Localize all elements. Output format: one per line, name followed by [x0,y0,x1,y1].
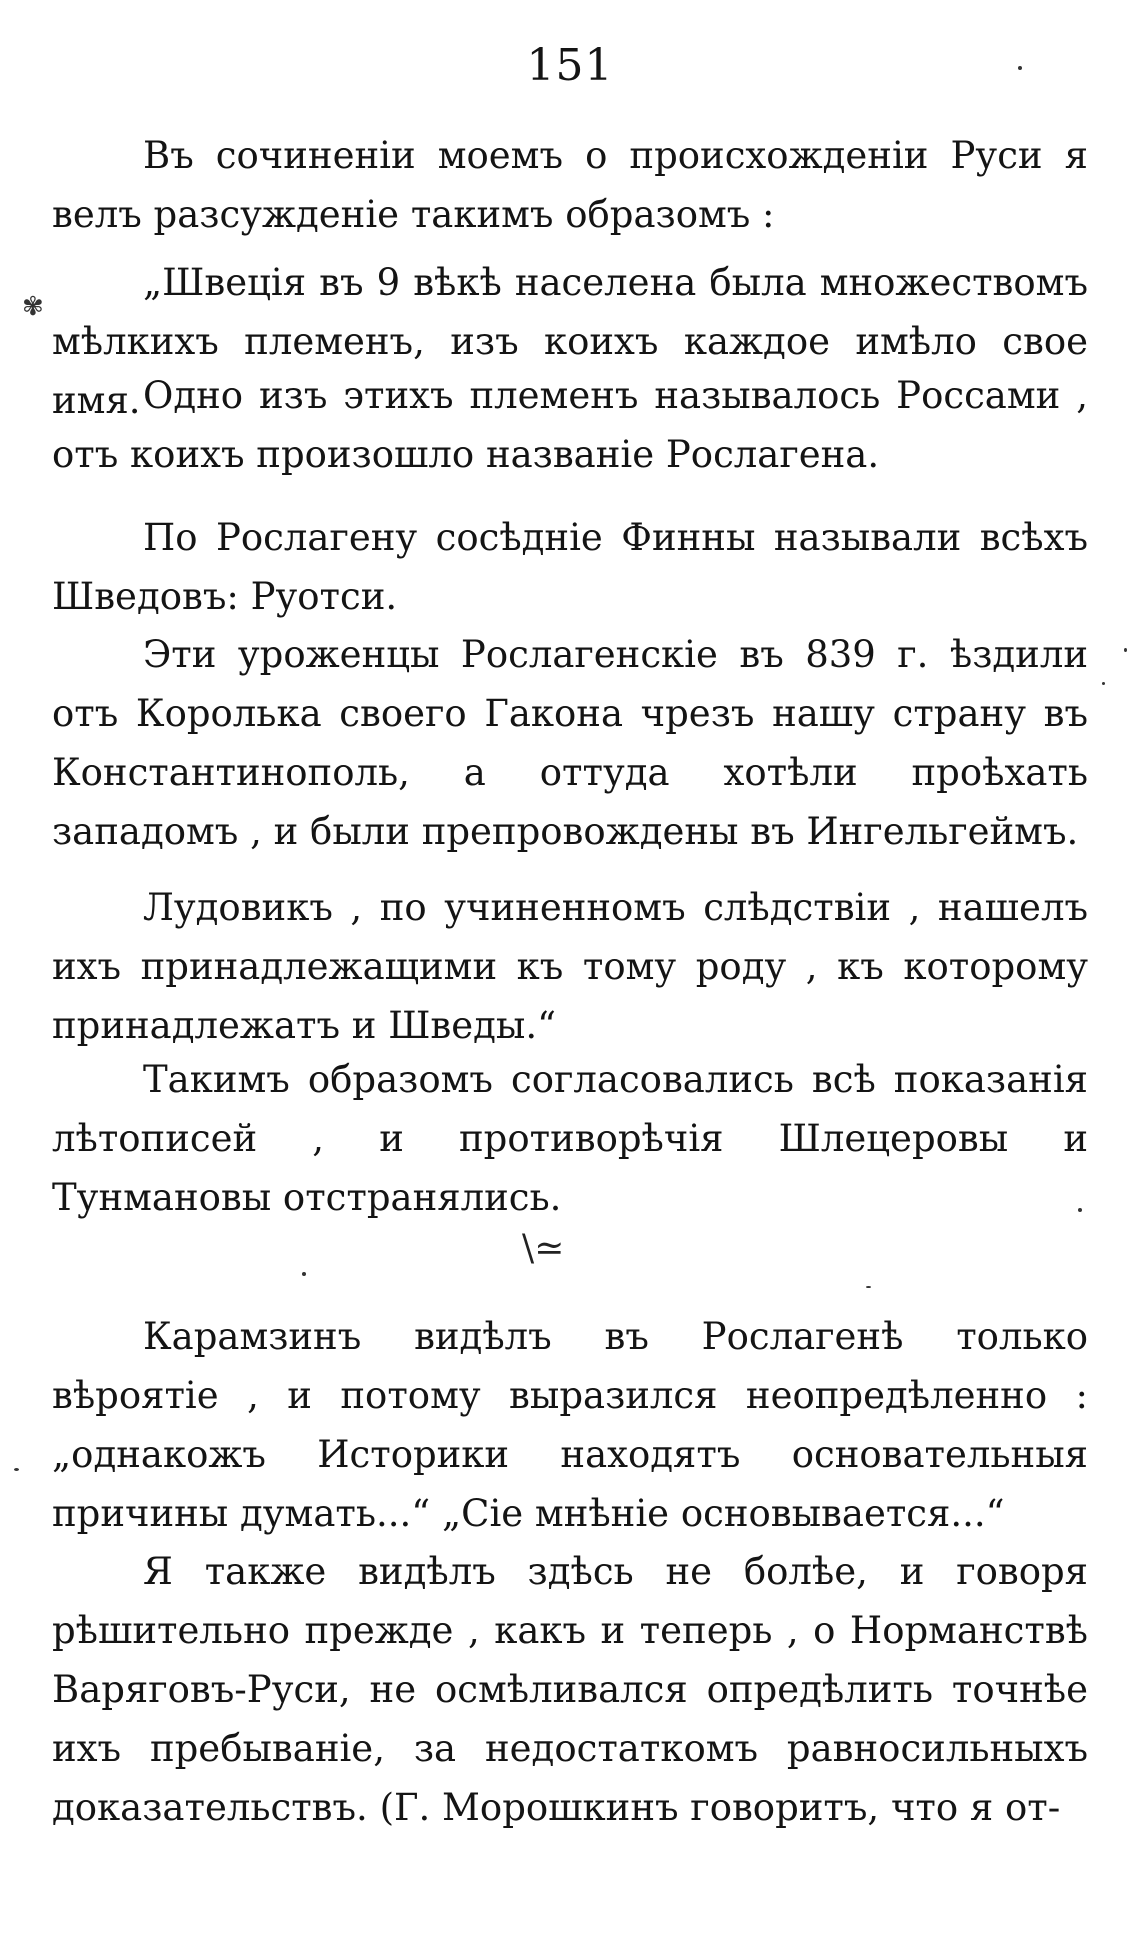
scan-speck [1102,682,1105,685]
paragraph-7 [52,1050,1088,1227]
scan-speck [1018,66,1022,70]
scan-speck [302,1272,306,1276]
scan-speck [866,1286,871,1288]
section-divider: \≃ [522,1228,565,1269]
scan-speck [1124,648,1127,652]
paragraph-4 [52,508,1088,626]
page-number: 151 [526,40,614,91]
paragraph-text: Въ сочиненіи моемъ о происхожденіи Руси я велъ разсужденіе такимъ образомъ : [52,134,1088,236]
paragraph-1 [52,126,1088,244]
paragraph-text: Одно изъ этихъ племенъ называлось Россами , отъ коихъ произошло названіе Рослагена. [52,374,1088,476]
paragraph-text: Такимъ образомъ согласовались всѣ показанія лѣтописей , и противорѣчія Шлецеровы и Тунмановы отстранялись. [52,1058,1088,1219]
paragraph-text: „Швеція въ 9 вѣкѣ населена была множествомъ мѣлкихъ племенъ, изъ коихъ каждое имѣло свое имя. [52,261,1088,422]
scan-speck [1078,1208,1082,1212]
margin-ornament: ✾ [22,292,44,322]
paragraph-text: Эти уроженцы Рослагенскіе въ 839 г. ѣздили отъ Королька своего Гакона чрезъ нашу страну въ Константинополь, а оттуда хотѣли проѣхать западомъ , и были препровождены въ Ингельгеймъ. [52,633,1088,853]
scan-speck [14,1468,19,1471]
paragraph-text: Карамзинъ видѣлъ въ Рослагенѣ только вѣроятіе , и потому выразился неопредѣленно : „однакожъ Историки находятъ основательныя причины думать...“ „Сіе мнѣніе основывается...“ [52,1315,1088,1535]
paragraph-9 [52,1542,1088,1837]
paragraph-text: Я также видѣлъ здѣсь не болѣе, и говоря рѣшительно прежде , какъ и теперь , о Норманствѣ Варяговъ-Руси, не осмѣливался опредѣлить точнѣе ихъ пребываніе, за недостаткомъ равносильныхъ доказательствъ. (Г. Морошкинъ говоритъ, что я от- [52,1550,1088,1829]
paragraph-5 [52,625,1088,861]
paragraph-3 [52,366,1088,484]
paragraph-8 [52,1307,1088,1543]
paragraph-6 [52,878,1088,1055]
paragraph-text: Лудовикъ , по учиненномъ слѣдствіи , нашелъ ихъ принадлежащими къ тому роду , къ которому принадлежатъ и Шведы.“ [52,886,1088,1047]
paragraph-text: По Рослагену сосѣдніе Финны называли всѣхъ Шведовъ: Руотси. [52,516,1088,618]
